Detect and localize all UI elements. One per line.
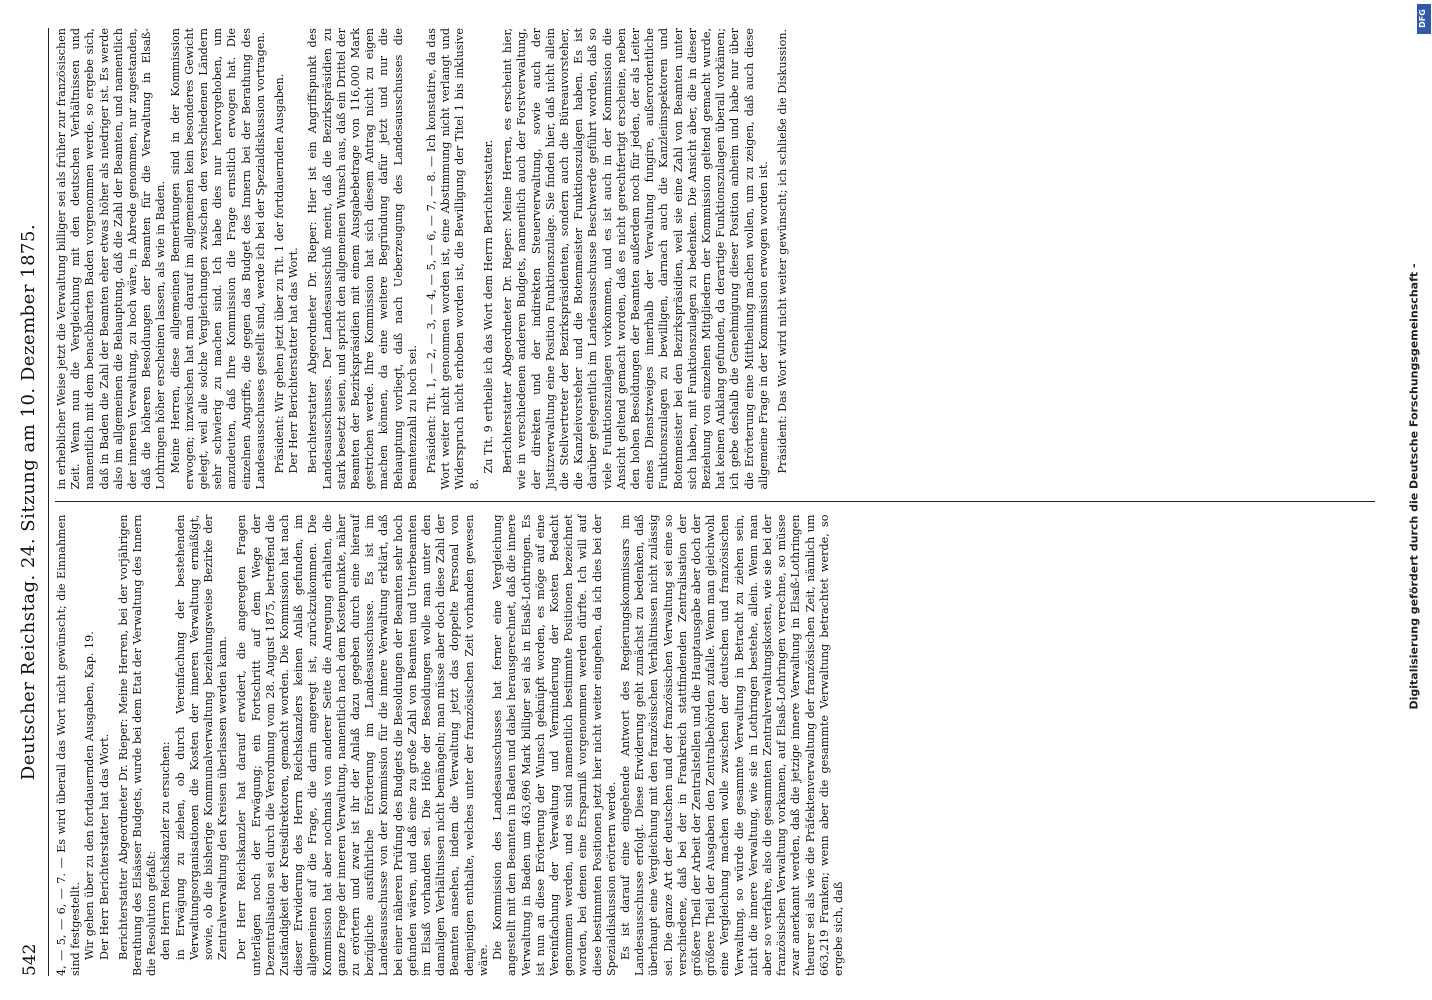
paragraph: Präsident: Das Wort wird nicht weiter gewünscht; ich schließe die Diskussion. [775,28,789,474]
paragraph: Die Kommission des Landesausschusses hat ferner eine Vergleichung angestellt mit den Beamten in Baden und dabei herausgerechnet, daß die innere Verwaltung in Baden um 463,696 Mark billiger sei als in Elsaß-Lothringen. Es ist nun an diese Erörterung der Wunsch geknüpft worden, es möge auf eine Vereinfachung der Verwaltung und Verminderung der Kosten Bedacht genommen werden, und es sind namentlich bestimmte Positionen bezeichnet worden, bei denen eine Ersparniß vorgenommen werden dürfte. Ich will auf diese bestimmten Positionen jetzt hier nicht weiter eingehen, da ich dies bei der Spezialdiskussion erörtern werde. [491,514,618,976]
funding-footer [1394,0,1432,1000]
funding-note: Digitalisierung gefördert durch die Deutsche Forschungsgemeinschaft - [1407,263,1421,710]
paragraph: Wir gehen über zu den fortdauernden Ausgaben, Kap. 19. [83,631,97,960]
text-columns [55,28,1375,976]
paragraph: Meine Herren, diese allgemeinen Bemerkungen sind in der Kommission erwogen; inzwischen hat man darauf im allgemeinen kein besonderes Gewicht gelegt, weil alle solche Vergleichungen zwischen den verschiedenen Ländern sehr schwierig zu machen sind. Ich habe dies nur hervorgehoben, um anzudeuten, daß Ihre Kommission die Frage ernstlich erwogen hat. Die einzelnen Angriffe, die gegen das Budget des Innern bei der Berathung des Landesausschusses gestellt sind, werde ich bei der Spezialdiskussion vortragen. [168,28,267,490]
page-header [14,28,48,976]
paragraph: Präsident: Wir gehen jetzt über zu Tit. 1 der fortdauernden Ausgaben. [273,73,287,474]
paragraph: in Erwägung zu ziehen, ob durch Vereinfachung der bestehenden Verwaltungsorganisationen die Kosten der inneren Verwaltung ermäßigt, sowie, ob die bisherige Kommunalverwaltung beziehungsweise Bezirke der Zentralverwaltung den Kreisen überlassen werden kann. [173,514,230,960]
paragraph: Berichterstatter Abgeordneter Dr. Rieper: Meine Herren, es erscheint hier, wie in verschiedenen anderen Budgets, namentlich auch der Forstverwaltung, der direkten und der indirekten Steuerverwaltung, sowie auch der Justizverwaltung eine Position Funktionszulage. Sie finden hier, daß nicht allein die Stellvertreter der Bezirkspräsidenten, sondern auch die Büreauvorsteher, die Kanzleivorsteher und die Botenmeister Funktionszulagen haben. Es ist darüber gelegentlich im Landesausschusse Beschwerde geführt worden, daß so viele Funktionszulagen vorkommen, und es ist auch in der Kommission die Ansicht geltend gemacht worden, daß es nicht gerechtfertigt erscheine, neben den hohen Besoldungen der Beamten außerdem noch für jeden, der als Leiter eines Dienstzweiges innerhalb der Verwaltung fungire, außerordentliche Funktionszulagen zu bewilligen, darnach auch die Kanzleiinspektoren und Botenmeister bei den Bezirkspräsidien, weil sie eine Zahl von Beamten unter sich haben, mit Funktionszulagen zu bedenken. Die Ansicht aber, die in dieser Beziehung von einzelnen Mitgliedern der Kommission geltend gemacht wurde, hat keinen Anklang gefunden, da derartige Funktionszulagen überall vorkämen; ich gebe deshalb die Genehmigung dieser Position anheim und habe nur über die Erörterung eine Mittheilung machen wollen, um zu zeigen, daß auch diese allgemeine Frage in der Kommission erwogen worden ist. [501,28,770,490]
paragraph: Der Herr Berichterstatter hat das Wort. [97,733,111,960]
paragraph: 4, — 5, — 6, — 7. — Es wird überall das Wort nicht gewünscht; die Einnahmen sind festgestellt. [55,514,83,976]
paragraph: Der Herr Berichterstatter hat das Wort. [287,247,301,474]
paragraph: Präsident: Tit. 1, — 2, — 3, — 4, — 5, — 6, — 7, — 8. — Ich konstatire, da das Wort weiter nicht genommen worden ist, eine Abstimmung nicht verlangt und Widerspruch nicht erhoben worden ist, die Bewilligung der Titel 1 bis inklusive 8. [425,28,481,490]
paragraph: Es ist darauf eine eingehende Antwort des Regierungskommissars im Landesausschusse erfolgt. Diese Erwiderung geht zunächst zu bedenken, daß überhaupt eine Vergleichung mit den französischen Verhältnissen nicht zulässig sei. Die ganze Art der deutschen und der französischen Verwaltung sei eine so verschiedene, daß bei der in Frankreich stattfindenden Zentralisation der größere Theil der Arbeit der Zentralstellen und die Hauptausgabe aber doch der größere Theil der Ausgaben den Zentralbehörden zufalle. Wenn man gleichwohl eine Vergleichung machen wolle zwischen der deutschen und französischen Verwaltung, so würde die gesammte Verwaltung in Betracht zu ziehen sein, nicht die innere Verwaltung, wie sie in Lothringen bestehe, allein. Wenn man aber so verfahre, also die gesammten Zentralverwaltungskosten, wie sie bei der französischen Verwaltung vorkamen, auf Elsaß-Lothringen verrechne, so müsse zwar anerkannt werden, daß die jetzige innere Verwaltung in Elsaß-Lothringen theurer sei als wie die Präfektenverwaltung der französischen Zeit, nämlich um 663,219 Franken; wenn aber die gesammte Verwaltung betrachtet werde, so ergebe sich, daß [618,514,845,976]
paragraph: in erheblicher Weise jetzt die Verwaltung billiger sei als früher zur französischen Zeit. Wenn nun die Vergleichung mit den deutschen Verhältnissen und namentlich mit dem benachbarten Baden vorgenommen werde, so ergebe sich, daß in Baden die Zahl der Beamten eher etwas höher als niedriger ist. Es werde also im allgemeinen die Behauptung, daß die Zahl der Beamten, und namentlich der inneren Verwaltung, zu hoch wäre, in Abrede genommen, nur zugestanden, daß die höheren Besoldungen der Beamten für die Verwaltung in Elsaß-Lothringen höher erscheinen lassen, als wie in Baden. [55,28,168,490]
running-title: Deutscher Reichstag. 24. Sitzung am 10. Dezember 1875. [18,223,39,781]
dfg-logo [1417,4,1431,34]
paragraph: Der Herr Reichskanzler hat darauf erwidert, die angeregten Fragen unterlägen noch der Erwägung; ein Fortschritt auf dem Wege der Dezentralisation sei durch die Verordnung vom 28. August 1875, betreffend die Zuständigkeit der Kreisdirektoren, gemacht worden. Die Kommission hat nach dieser Erwiderung des Herrn Reichskanzlers keinen Anlaß gefunden, im allgemeinen auf die Frage, die darin angeregt ist, zurückzukommen. Die Kommission hat aber nochmals von anderer Seite die Anregung erhalten, die ganze Frage der inneren Verwaltung, namentlich nach dem Kostenpunkte, näher zu erörtern und zwar ist ihr der Anlaß dazu gegeben durch eine hierauf bezügliche ausführliche Erörterung im Landesausschusse. Es ist im Landesausschusse von der Kommission für die innere Verwaltung erklärt, daß bei einer näheren Prüfung des Budgets die Besoldungen der Beamten sehr hoch gefunden wären, und daß eine zu große Zahl von Beamten und Unterbeamten im Elsaß vorhanden sei. Die Höhe der Besoldungen wolle man unter den damaligen Verhältnissen nicht bemängeln; man müsse aber doch diese Zahl der Beamten ansehen, indem die Verwaltung jetzt das doppelte Personal von demjenigen enthalte, welches unter der französischen Zeit vorhanden gewesen wäre. [235,514,490,976]
paragraph: Zu Tit. 9 ertheile ich das Wort dem Herrn Berichterstatter. [481,139,495,474]
left-column [55,503,1375,977]
header-rule [48,28,49,976]
page-number: 542 [20,943,40,976]
paragraph: Berichterstatter Abgeordneter Dr. Rieper: Hier ist ein Angriffspunkt des Landesausschusses. Der Landesausschuß meint, daß die Bezirkspräsidien zu stark besetzt seien, und spricht den allgemeinen Wunsch aus, daß ein Drittel der Beamten der Bezirkspräsidien mit einem Ausgabebetrage von 116,000 Mark gestrichen werde. Ihre Kommission hat sich diesem Antrag nicht zu eigen machen können, da eine weitere Begründung dafür jetzt und nur die Behauptung vorliegt, daß nach Ueberzeugung des Landesausschusses die Beamtenzahl zu hoch sei. [306,28,419,490]
paragraph: den Herrn Reichskanzler zu ersuchen: [159,741,173,960]
column-divider [55,502,1375,503]
paragraph: Berichterstatter Abgeordneter Dr. Rieper: Meine Herren, bei der vorjährigen Berathung des Elsässer Budgets, wurde bei dem Etat der Verwaltung des Innern die Resolution gefaßt: [116,514,159,976]
right-column [55,28,1375,502]
dfg-logo-text: DFG [1417,9,1427,28]
